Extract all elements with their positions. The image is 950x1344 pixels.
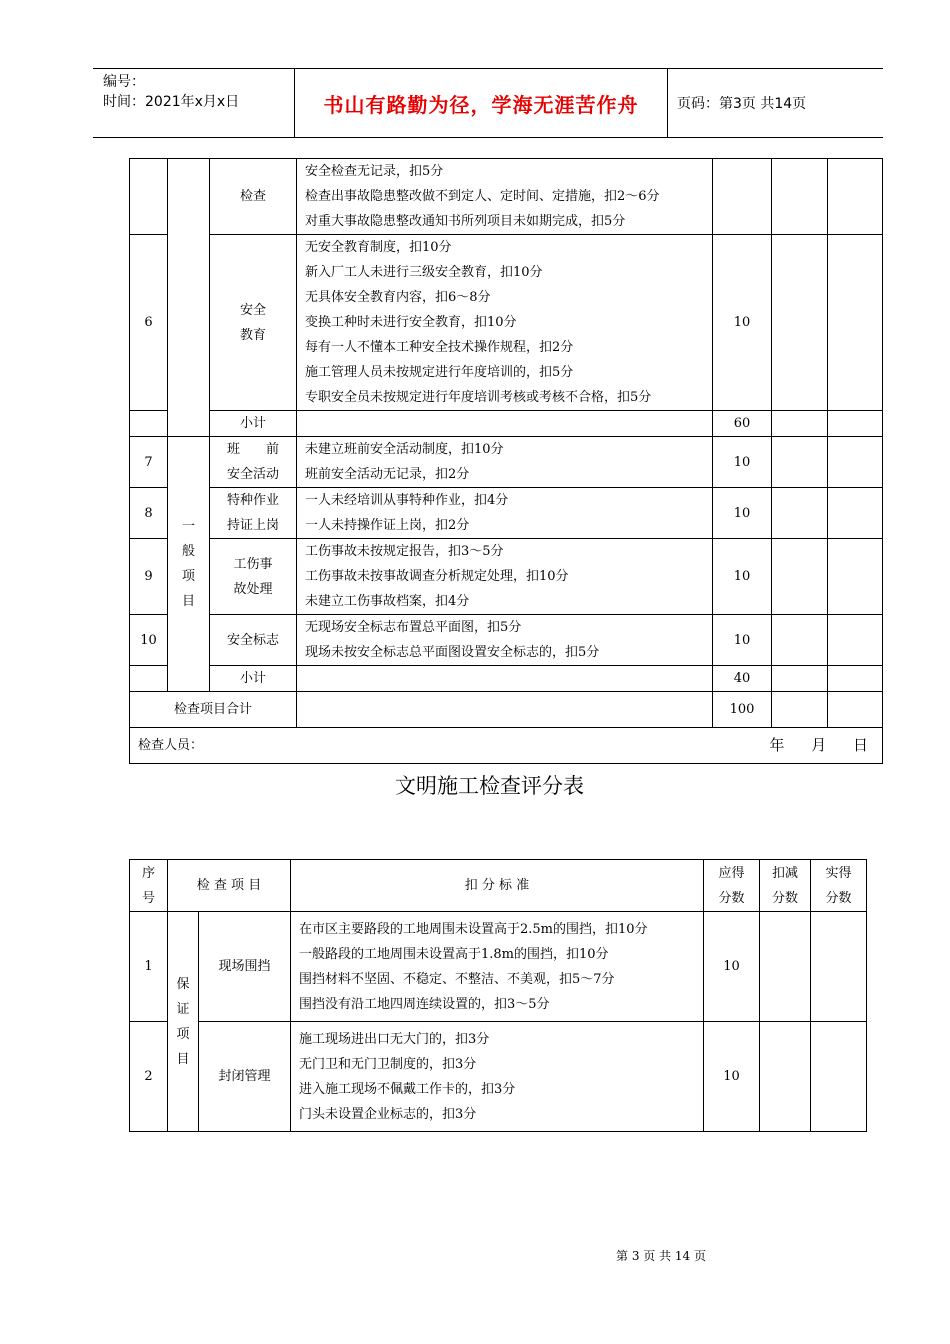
standard-line: 新入厂工人未进行三级安全教育，扣10分 <box>305 265 543 280</box>
total-label: 检查项目合计 <box>130 692 297 728</box>
row-number: 6 <box>130 235 168 411</box>
table-row <box>130 235 883 411</box>
subtotal-label: 小计 <box>210 411 297 437</box>
standard-line: 无具体安全教育内容，扣6～8分 <box>305 290 491 305</box>
header-actual <box>811 860 867 912</box>
deduction-standards <box>297 488 713 539</box>
row-number <box>130 159 168 235</box>
time-label: 时间：2021年x月x日 <box>103 94 240 110</box>
deduct-score <box>772 692 828 728</box>
inspector-label: 检查人员： <box>138 738 204 753</box>
table-row <box>130 159 883 235</box>
standard-line: 施工现场进出口无大门的，扣3分 <box>299 1031 490 1047</box>
row-number: 1 <box>130 912 168 1022</box>
actual-score <box>828 159 883 235</box>
row-number <box>130 411 168 437</box>
actual-score <box>811 1022 867 1132</box>
header-item: 检 查 项 目 <box>168 860 291 912</box>
row-number <box>130 666 168 692</box>
item-line: 教育 <box>239 327 266 343</box>
standard-line: 变换工种时未进行安全教育，扣10分 <box>305 315 517 330</box>
category-char: 目 <box>181 594 195 609</box>
deduction-standards <box>297 539 713 615</box>
item-name <box>210 539 297 615</box>
day-label: 日 <box>852 736 868 754</box>
item-name <box>210 235 297 411</box>
subtotal-row <box>130 666 883 692</box>
should-score: 10 <box>713 615 772 666</box>
standard-line: 围挡没有沿工地四周连续设置的，扣3～5分 <box>299 996 550 1012</box>
header-no <box>130 860 168 912</box>
item-name <box>210 488 297 539</box>
deduct-score <box>772 411 828 437</box>
should-score: 10 <box>713 488 772 539</box>
table-row <box>130 437 883 488</box>
table-row <box>130 488 883 539</box>
should-score <box>713 159 772 235</box>
actual-score <box>828 692 883 728</box>
item-line: 安全活动 <box>226 467 279 482</box>
deduction-standards <box>297 235 713 411</box>
page-info: 页码：第3页 共14页 <box>677 96 807 112</box>
standard-line: 门头未设置企业标志的，扣3分 <box>299 1106 477 1122</box>
row-number: 10 <box>130 615 168 666</box>
should-score: 10 <box>704 1022 760 1132</box>
score-table-continued <box>129 158 883 764</box>
actual-score <box>828 539 883 615</box>
inspector-cell <box>130 728 883 764</box>
standard-line: 无现场安全标志布置总平面图，扣5分 <box>305 620 522 635</box>
standard-line: 工伤事故未按规定报告，扣3～5分 <box>305 544 504 559</box>
total-score: 100 <box>713 692 772 728</box>
standard-line: 未建立班前安全活动制度，扣10分 <box>305 442 504 457</box>
should-score: 10 <box>713 437 772 488</box>
subtotal-label: 小计 <box>210 666 297 692</box>
deduct-score <box>772 539 828 615</box>
page-footer: 第 3 页 共 14 页 <box>616 1249 706 1263</box>
year-label: 年 <box>769 736 785 754</box>
deduction-standards <box>297 411 713 437</box>
table-row <box>130 539 883 615</box>
deduction-standards <box>291 912 704 1022</box>
table-row <box>130 912 867 1022</box>
item-name: 检查 <box>210 159 297 235</box>
standard-line: 进入施工现场不佩戴工作卡的，扣3分 <box>299 1081 516 1097</box>
month-label: 月 <box>811 736 827 754</box>
actual-score <box>828 411 883 437</box>
header-line: 分数 <box>825 890 852 906</box>
item-line: 故处理 <box>233 581 273 597</box>
header-line: 扣减 <box>771 865 798 881</box>
item-line: 工伤事 <box>233 556 273 572</box>
header-deduct <box>760 860 811 912</box>
standard-line: 对重大事故隐患整改通知书所列项目未如期完成，扣5分 <box>305 214 626 229</box>
category-cell <box>168 159 210 437</box>
header-line: 分数 <box>718 890 745 906</box>
standard-line: 在市区主要路段的工地周围未设置高于2.5m的围挡，扣10分 <box>299 921 648 937</box>
inspector-row <box>130 728 883 764</box>
category-char: 目 <box>176 1051 190 1067</box>
subtotal-score: 60 <box>713 411 772 437</box>
should-score: 10 <box>713 539 772 615</box>
category-char: 证 <box>176 1001 190 1017</box>
item-name: 封闭管理 <box>199 1022 291 1132</box>
standard-line: 施工管理人员未按规定进行年度培训的，扣5分 <box>305 365 574 380</box>
item-name <box>210 437 297 488</box>
deduct-score <box>772 235 828 411</box>
item-line: 安全 <box>239 302 266 318</box>
civilized-construction-table <box>129 859 867 1132</box>
total-row <box>130 692 883 728</box>
actual-score <box>828 437 883 488</box>
standard-line: 围挡材料不坚固、不稳定、不整洁、不美观，扣5～7分 <box>299 971 615 987</box>
motto: 书山有路勤为径，学海无涯苦作舟 <box>323 93 639 117</box>
standard-line: 一人未经培训从事特种作业，扣4分 <box>305 493 509 508</box>
category-char: 一 <box>181 519 195 534</box>
section-title: 文明施工检查评分表 <box>395 774 584 798</box>
deduction-standards <box>297 159 713 235</box>
actual-score <box>828 488 883 539</box>
category-char: 般 <box>181 544 195 559</box>
item-line: 持证上岗 <box>226 518 279 533</box>
header-line: 分数 <box>771 890 798 906</box>
standard-line: 安全检查无记录，扣5分 <box>305 164 444 179</box>
actual-score <box>828 235 883 411</box>
deduct-score <box>760 912 811 1022</box>
actual-score <box>828 615 883 666</box>
deduct-score <box>772 615 828 666</box>
header-line: 号 <box>141 890 155 906</box>
header-should <box>704 860 760 912</box>
item-name: 现场围挡 <box>199 912 291 1022</box>
standard-line: 工伤事故未按事故调查分析规定处理，扣10分 <box>305 569 569 584</box>
standard-line: 班前安全活动无记录，扣2分 <box>305 467 470 482</box>
standard-line: 每有一人不懂本工种安全技术操作规程，扣2分 <box>305 340 574 355</box>
deduction-standards <box>297 692 713 728</box>
deduction-standards <box>297 615 713 666</box>
table-row <box>130 615 883 666</box>
row-number: 7 <box>130 437 168 488</box>
item-line: 特种作业 <box>226 493 279 508</box>
number-label: 编号： <box>103 74 145 90</box>
standard-line: 未建立工伤事故档案，扣4分 <box>305 594 470 609</box>
deduct-score <box>760 1022 811 1132</box>
row-number: 2 <box>130 1022 168 1132</box>
guarantee-category <box>168 912 199 1132</box>
category-char: 项 <box>176 1026 190 1042</box>
row-number: 9 <box>130 539 168 615</box>
deduction-standards <box>297 437 713 488</box>
standard-line: 无门卫和无门卫制度的，扣3分 <box>299 1056 477 1072</box>
deduct-score <box>772 666 828 692</box>
standard-line: 现场未按安全标志总平面图设置安全标志的，扣5分 <box>305 645 600 660</box>
row-number: 8 <box>130 488 168 539</box>
header-line: 应得 <box>718 865 745 881</box>
standard-line: 无安全教育制度，扣10分 <box>305 240 452 255</box>
subtotal-row <box>130 411 883 437</box>
standard-line: 专职安全员未按规定进行年度培训考核或考核不合格，扣5分 <box>305 390 652 405</box>
deduct-score <box>772 437 828 488</box>
standard-line: 一般路段的工地周围未设置高于1.8m的围挡，扣10分 <box>299 946 609 962</box>
should-score: 10 <box>704 912 760 1022</box>
should-score: 10 <box>713 235 772 411</box>
standard-line: 检查出事故隐患整改做不到定人、定时间、定措施，扣2～6分 <box>305 189 660 204</box>
standard-line: 一人未持操作证上岗，扣2分 <box>305 518 470 533</box>
category-char: 项 <box>181 569 195 584</box>
actual-score <box>828 666 883 692</box>
subtotal-score: 40 <box>713 666 772 692</box>
general-category <box>168 437 210 692</box>
item-name: 安全标志 <box>210 615 297 666</box>
actual-score <box>811 912 867 1022</box>
header-standard: 扣 分 标 准 <box>291 860 704 912</box>
deduction-standards <box>291 1022 704 1132</box>
table-header-row <box>130 860 867 912</box>
deduct-score <box>772 159 828 235</box>
header-line: 序 <box>141 865 155 881</box>
deduction-standards <box>297 666 713 692</box>
item-line: 班 前 <box>226 442 279 457</box>
date-labels <box>747 733 882 758</box>
deduct-score <box>772 488 828 539</box>
header-divider <box>667 69 668 137</box>
page-header <box>93 68 883 138</box>
category-char: 保 <box>176 976 190 992</box>
table-row <box>130 1022 867 1132</box>
header-line: 实得 <box>825 865 852 881</box>
